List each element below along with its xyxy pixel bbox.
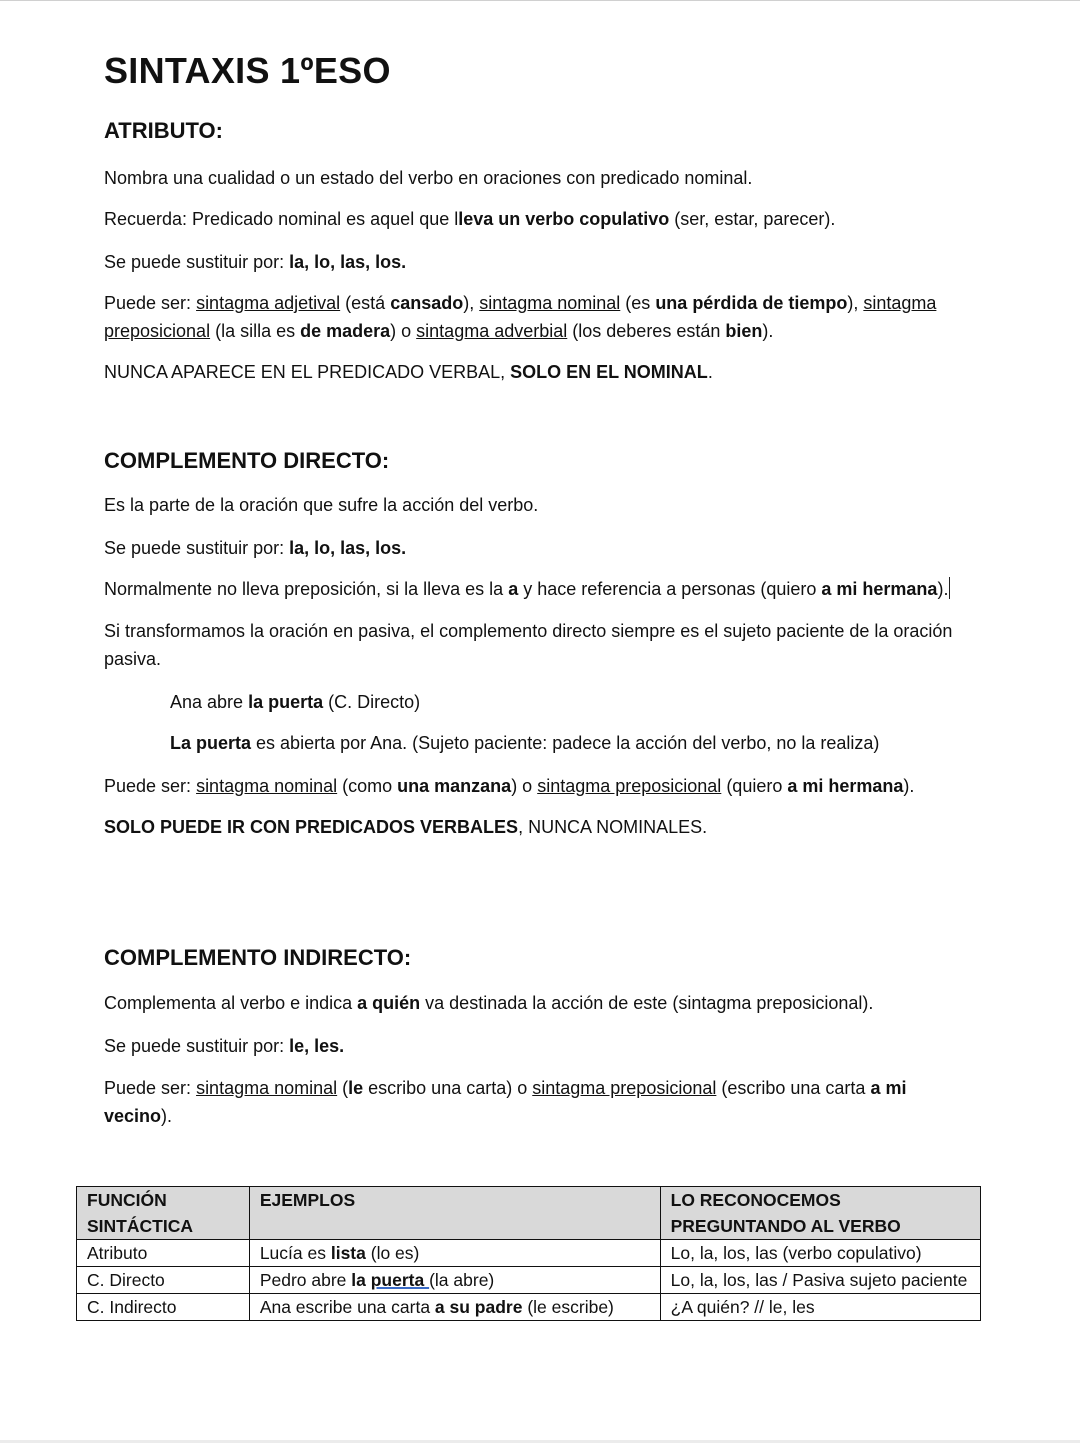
indirecto-types: Puede ser: sintagma nominal (le escribo una carta) o sintagma preposicional (escribo una carta a mi vecino). bbox=[104, 1078, 907, 1126]
indirecto-heading: COMPLEMENTO INDIRECTO: bbox=[104, 945, 412, 970]
directo-types: Puede ser: sintagma nominal (como una manzana) o sintagma preposicional (quiero a mi hermana). bbox=[104, 776, 915, 796]
table-cell-reconocemos: Lo, la, los, las / Pasiva sujeto paciente bbox=[660, 1267, 980, 1294]
summary-table bbox=[76, 1186, 981, 1321]
text-cursor bbox=[949, 577, 950, 599]
indirecto-substitution: Se puede sustituir por: le, les. bbox=[104, 1036, 345, 1056]
directo-passive: Si transformamos la oración en pasiva, el complemento directo siempre es el sujeto paciente de la oración pasiva. bbox=[104, 621, 953, 669]
directo-example-2: La puerta es abierta por Ana. (Sujeto paciente: padece la acción del verbo, no la realiza) bbox=[170, 733, 880, 753]
table-header-row bbox=[77, 1187, 981, 1240]
table-row bbox=[77, 1294, 981, 1321]
directo-preposition: Normalmente no lleva preposición, si la lleva es la a y hace referencia a personas (quiero a mi hermana). bbox=[104, 579, 949, 599]
table-header-reconocemos: LO RECONOCEMOS PREGUNTANDO AL VERBO bbox=[660, 1187, 980, 1240]
directo-heading: COMPLEMENTO DIRECTO: bbox=[104, 448, 390, 473]
table-header-funcion: FUNCIÓN SINTÁCTICA bbox=[77, 1187, 250, 1240]
table-row bbox=[77, 1267, 981, 1294]
page-top-border bbox=[0, 0, 1080, 1]
table-cell-reconocemos: ¿A quién? // le, les bbox=[660, 1294, 980, 1321]
directo-definition: Es la parte de la oración que sufre la acción del verbo. bbox=[104, 495, 539, 515]
atributo-rule: NUNCA APARECE EN EL PREDICADO VERBAL, SOLO EN EL NOMINAL. bbox=[104, 362, 713, 382]
atributo-heading: ATRIBUTO: bbox=[104, 118, 223, 143]
atributo-types: Puede ser: sintagma adjetival (está cansado), sintagma nominal (es una pérdida de tiempo), sintagma preposicional (la silla es de madera) o sintagma adverbial (los deberes están bien). bbox=[104, 293, 937, 341]
indirecto-definition: Complementa al verbo e indica a quién va destinada la acción de este (sintagma preposicional). bbox=[104, 993, 874, 1013]
atributo-substitution: Se puede sustituir por: la, lo, las, los. bbox=[104, 252, 407, 272]
table-header-ejemplos: EJEMPLOS bbox=[249, 1187, 660, 1240]
table-cell-ejemplo: Pedro abre la puerta (la abre) bbox=[249, 1267, 660, 1294]
page-title: SINTAXIS 1ºESO bbox=[104, 50, 391, 91]
table-cell-funcion: C. Directo bbox=[77, 1267, 250, 1294]
table-cell-ejemplo: Lucía es lista (lo es) bbox=[249, 1240, 660, 1267]
table-cell-ejemplo: Ana escribe una carta a su padre (le escribe) bbox=[249, 1294, 660, 1321]
table-cell-reconocemos: Lo, la, los, las (verbo copulativo) bbox=[660, 1240, 980, 1267]
atributo-reminder: Recuerda: Predicado nominal es aquel que lleva un verbo copulativo (ser, estar, parecer). bbox=[104, 209, 836, 229]
table-cell-funcion: C. Indirecto bbox=[77, 1294, 250, 1321]
directo-example-1: Ana abre la puerta (C. Directo) bbox=[170, 692, 421, 712]
directo-rule: SOLO PUEDE IR CON PREDICADOS VERBALES, NUNCA NOMINALES. bbox=[104, 817, 708, 837]
atributo-definition: Nombra una cualidad o un estado del verbo en oraciones con predicado nominal. bbox=[104, 168, 753, 188]
table-cell-funcion: Atributo bbox=[77, 1240, 250, 1267]
table-row bbox=[77, 1240, 981, 1267]
directo-substitution: Se puede sustituir por: la, lo, las, los. bbox=[104, 538, 407, 558]
